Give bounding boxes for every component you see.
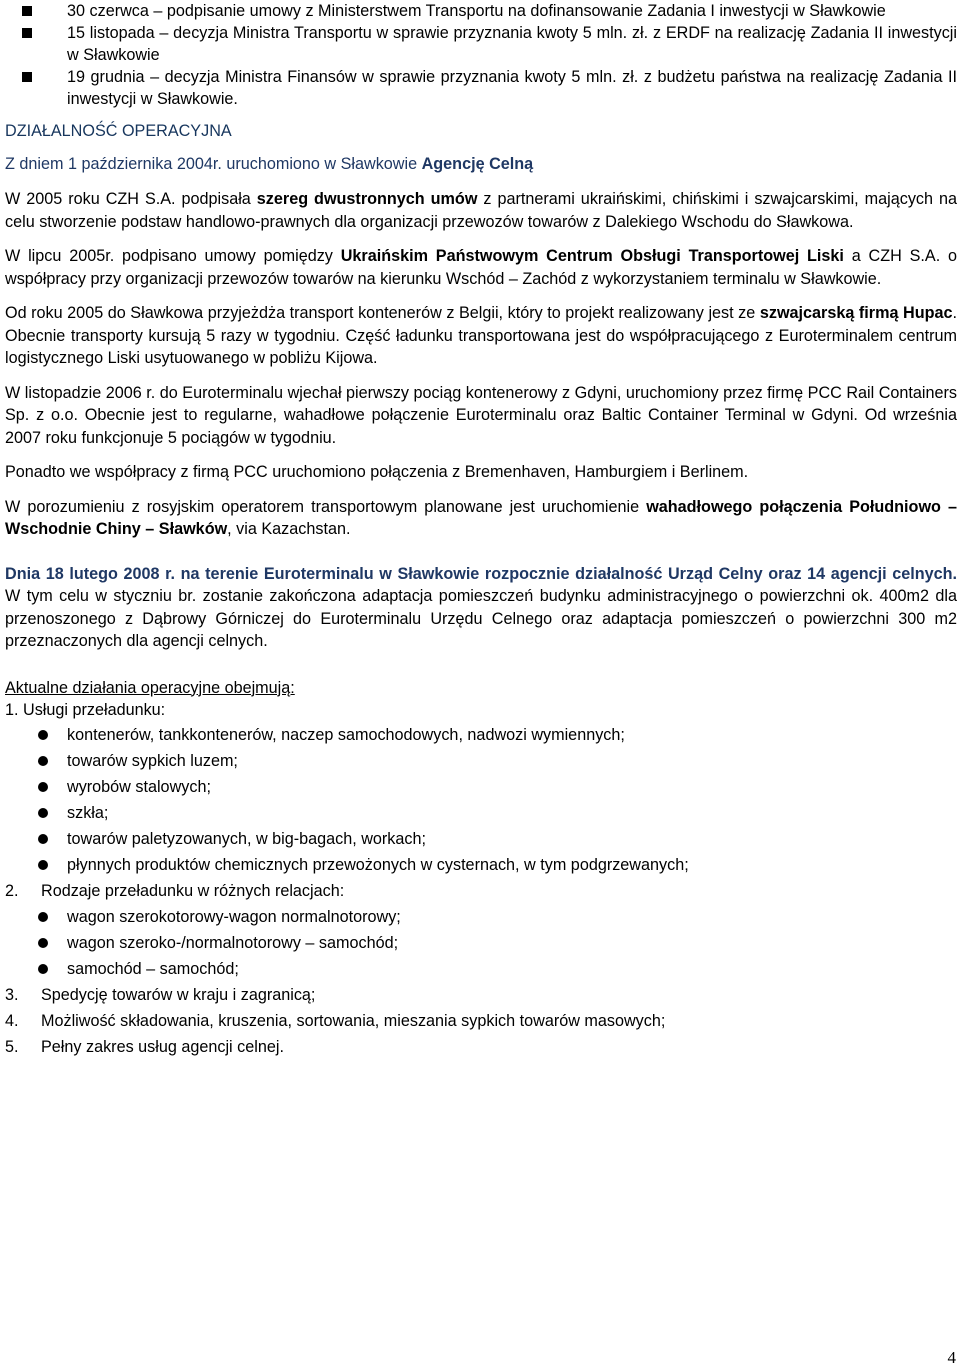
list-item-handling-types: 2. Rodzaje przeładunku w różnych relacjach: bbox=[5, 881, 345, 900]
handling-types-list bbox=[5, 904, 957, 982]
paragraph-china-connection: W porozumieniu z rosyjskim operatorem transportowym planowane jest uruchomienie wahadłowego połączenia Południowo – Wschodnie Chiny – Sławków, via Kazachstan. bbox=[5, 497, 957, 538]
round-bullet-icon bbox=[38, 938, 48, 948]
paragraph-gdynia-train: W listopadzie 2006 r. do Euroterminalu wjechał pierwszy pociąg kontenerowy z Gdyni, uruchomiony przez firmę PCC Rail Containers Sp. z o.o. Obecnie jest to regularne, wahadłowe połączenie Euroterminalu oraz Baltic Container Terminal w Gdyni. Od września 2007 roku funkcjonuje 5 pociągów w tygodniu. bbox=[5, 383, 957, 447]
list-item-forwarding: 3. Spedycję towarów w kraju i zagranicą; bbox=[5, 985, 316, 1004]
paragraph-belgium-transport: Od roku 2005 do Sławkowa przyjeżdża transport kontenerów z Belgii, który to projekt realizowany jest ze szwajcarską firmą Hupac. Obecnie transporty kursują 5 razy w tygodniu. Część ładunku transportowana jest do współpracującego z Euroterminalem centrum logistycznego Liski usytuowanego w pobliżu Kijowa. bbox=[5, 304, 958, 367]
round-bullet-icon bbox=[38, 834, 48, 844]
handling-services-list bbox=[5, 722, 957, 878]
paragraph-customs-agency: Z dniem 1 października 2004r. uruchomiono w Sławkowie Agencję Celną bbox=[5, 154, 534, 173]
list-item: towarów paletyzowanych, w big-bagach, workach; bbox=[5, 826, 957, 852]
paragraph-pcc-connections: Ponadto we współpracy z firmą PCC uruchomiono połączenia z Bremenhaven, Hamburgiem i Berlinem. bbox=[5, 463, 749, 481]
square-bullet-icon bbox=[22, 72, 32, 82]
page-number: 4 bbox=[947, 1348, 956, 1367]
list-item: wyrobów stalowych; bbox=[5, 774, 957, 800]
square-bullet-icon bbox=[22, 6, 32, 16]
current-operations-title: Aktualne działania operacyjne obejmują: bbox=[5, 678, 295, 697]
round-bullet-icon bbox=[38, 808, 48, 818]
list-item: towarów sypkich luzem; bbox=[5, 748, 957, 774]
list-item: samochód – samochód; bbox=[5, 956, 957, 982]
milestone-item: 30 czerwca – podpisanie umowy z Ministerstwem Transportu na dofinansowanie Zadania I inwestycji w Sławkowie bbox=[5, 0, 957, 22]
document-page bbox=[5, 0, 957, 1060]
list-item: wagon szeroko-/normalnotorowy – samochód; bbox=[5, 930, 957, 956]
round-bullet-icon bbox=[38, 756, 48, 766]
list-item: kontenerów, tankkontenerów, naczep samochodowych, nadwozi wymiennych; bbox=[5, 722, 957, 748]
list-item: wagon szerokotorowy-wagon normalnotorowy; bbox=[5, 904, 957, 930]
paragraph-liski-agreement: W lipcu 2005r. podpisano umowy pomiędzy Ukraińskim Państwowym Centrum Obsługi Transportowej Liski a CZH S.A. o współpracy przy organizacji przewozów towarów na kierunku Wschód – Zachód z wykorzystaniem terminalu w Sławkowie. bbox=[5, 247, 958, 288]
round-bullet-icon bbox=[38, 730, 48, 740]
list-item-storage: 4. Możliwość składowania, kruszenia, sortowania, mieszania sypkich towarów masowych; bbox=[5, 1011, 666, 1030]
list-item-customs-agency: 5. Pełny zakres usług agencji celnej. bbox=[5, 1037, 284, 1056]
milestone-item: 19 grudnia – decyzja Ministra Finansów w sprawie przyznania kwoty 5 mln. zł. z budżetu państwa na realizację Zadania II inwestycji w Sławkowie. bbox=[5, 66, 957, 110]
paragraph-bilateral-agreements: W 2005 roku CZH S.A. podpisała szereg dwustronnych umów z partnerami ukraińskimi, chińskimi i szwajcarskimi, mających na celu stworzenie podstaw handlowo-prawnych dla organizacji przewozów towarów z Dalekiego Wschodu do Sławkowa. bbox=[5, 190, 957, 231]
round-bullet-icon bbox=[38, 860, 48, 870]
round-bullet-icon bbox=[38, 964, 48, 974]
round-bullet-icon bbox=[38, 912, 48, 922]
milestone-item: 15 listopada – decyzja Ministra Transportu w sprawie przyznania kwoty 5 mln. zł. z ERDF na realizację Zadania II inwestycji w Sławkowie bbox=[5, 22, 957, 66]
round-bullet-icon bbox=[38, 782, 48, 792]
paragraph-customs-office: Dnia 18 lutego 2008 r. na terenie Euroterminalu w Sławkowie rozpocznie działalność Urząd Celny oraz 14 agencji celnych. W tym celu w styczniu br. zostanie zakończona adaptacja pomieszczeń budynku administracyjnego o powierzchni ok. 400m2 dla przenoszonego z Dąbrowy Górniczej do Euroterminalu Urzędu Celnego oraz adaptacja pomieszczeń o powierzchni 300 m2 przeznaczonych dla agencji celnych. bbox=[5, 564, 957, 650]
milestone-list bbox=[5, 0, 957, 110]
list-item-handling-services: 1. Usługi przeładunku: bbox=[5, 701, 166, 719]
section-title: DZIAŁALNOŚĆ OPERACYJNA bbox=[5, 122, 232, 140]
square-bullet-icon bbox=[22, 28, 32, 38]
list-item: szkła; bbox=[5, 800, 957, 826]
list-item: płynnych produktów chemicznych przewożonych w cysternach, w tym podgrzewanych; bbox=[5, 852, 957, 878]
